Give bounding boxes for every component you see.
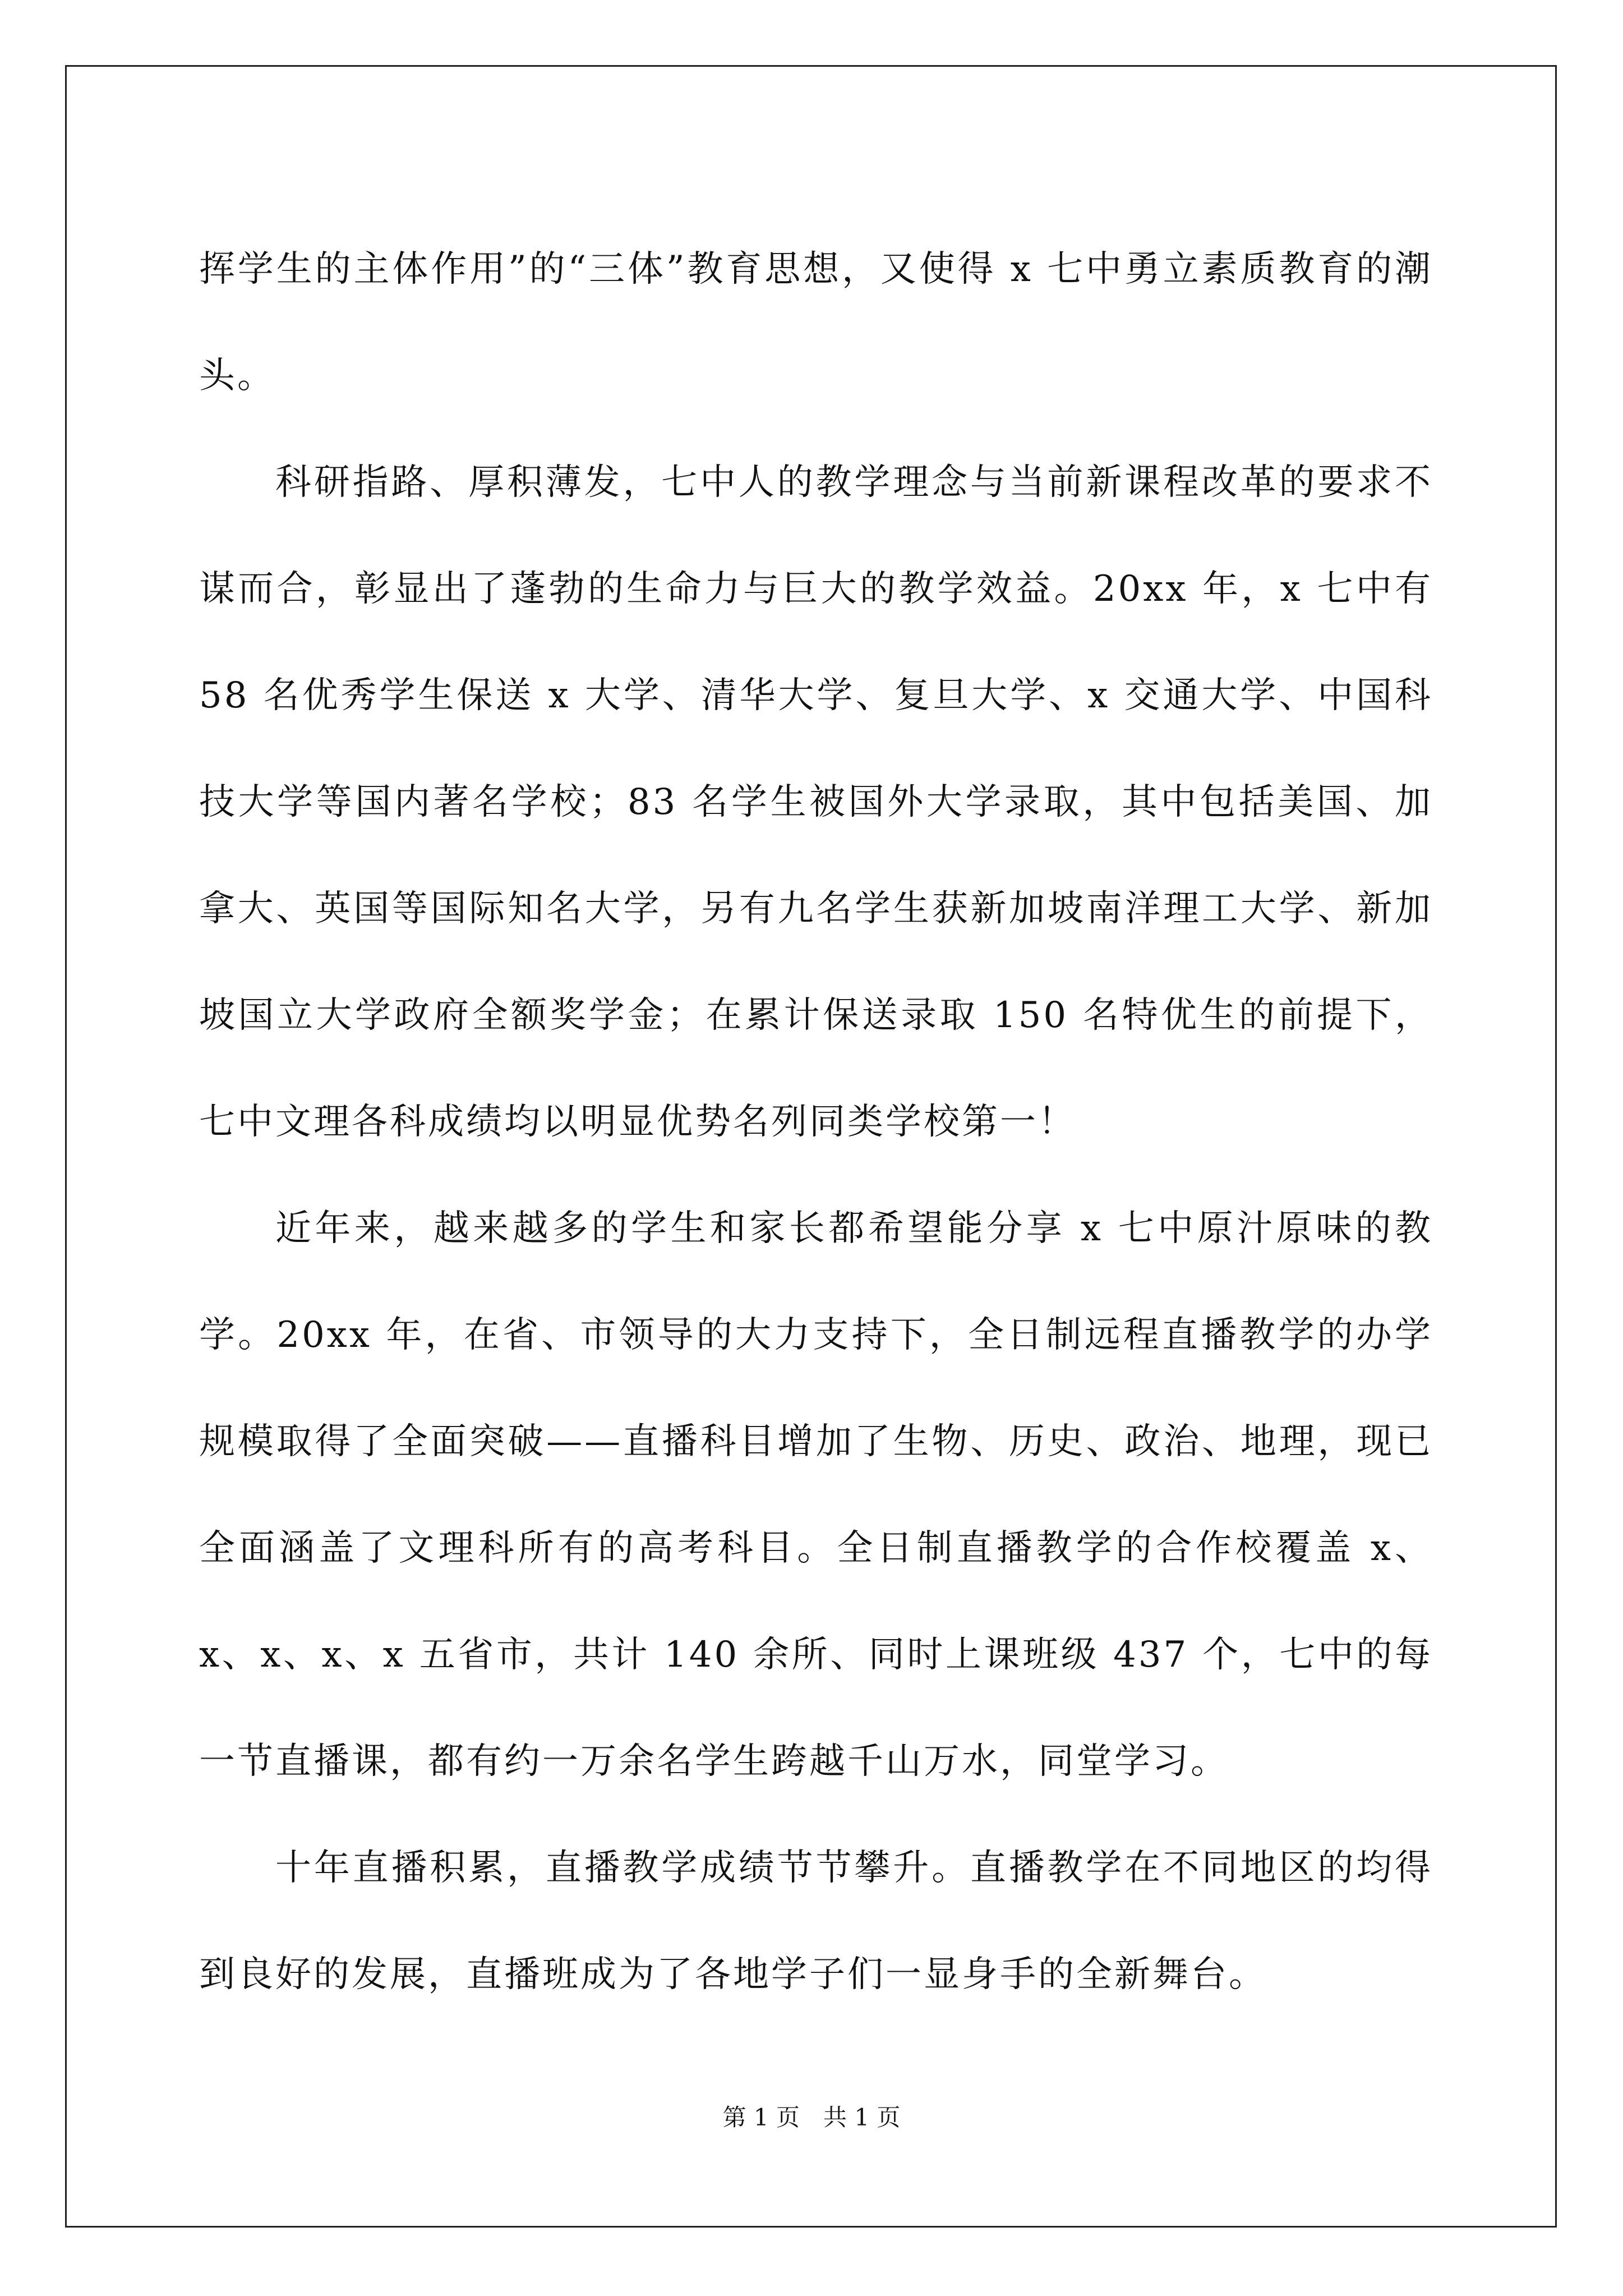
paragraph-2: 科研指路、厚积薄发，七中人的教学理念与当前新课程改革的要求不谋而合，彰显出了蓬勃的生命力与巨大的教学效益。20xx 年，x 七中有 58 名优秀学生保送 x 大学、清华大学、复旦大学、x 交通大学、中国科技大学等国内著名学校；83 名学生被国外大学录取，其中包括美国、加拿大、英国等国际知名大学，另有九名学生获新加坡南洋理工大学、新加坡国立大学政府全额奖学金；在累计保送录取 150 名特优生的前提下，七中文理各科成绩均以明显优势名列同类学校第一！ bbox=[199, 462, 1433, 1143]
paragraph-1: 挥学生的主体作用”的“三体”教育思想，又使得 x 七中勇立素质教育的潮头。 bbox=[199, 249, 1433, 397]
page-number-footer: 第 1 页 共 1 页 bbox=[722, 2104, 901, 2131]
paragraph-4: 十年直播积累，直播教学成绩节节攀升。直播教学在不同地区的均得到良好的发展，直播班成为了各地学子们一显身手的全新舞台。 bbox=[199, 1847, 1433, 1995]
paragraph-3: 近年来，越来越多的学生和家长都希望能分享 x 七中原汁原味的教学。20xx 年，在省、市领导的大力支持下，全日制远程直播教学的办学规模取得了全面突破——直播科目增加了生物、历史、政治、地理，现已全面涵盖了文理科所有的高考科目。全日制直播教学的合作校覆盖 x、x、x、x、x 五省市，共计 140 余所、同时上课班级 437 个，七中的每一节直播课，都有约一万余名学生跨越千山万水，同堂学习。 bbox=[199, 1208, 1433, 1782]
document-body bbox=[199, 216, 1433, 2028]
